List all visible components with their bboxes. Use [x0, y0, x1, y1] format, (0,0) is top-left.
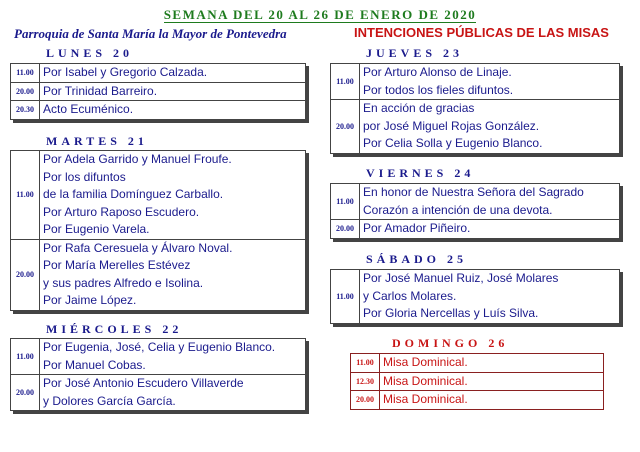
mass-time: 20.30	[11, 101, 40, 120]
intention-line: Acto Ecuménico.	[43, 102, 134, 116]
mass-time: 20.00	[11, 239, 40, 310]
intention-line: Misa Dominical.	[383, 355, 468, 369]
day-label-lunes: LUNES 20	[46, 46, 134, 60]
mass-time: 20.00	[11, 82, 40, 101]
intention-line: y sus padres Alfredo e Isolina.	[43, 275, 204, 290]
mass-intentions	[380, 372, 604, 391]
intention-line: Por Rafa Ceresuela y Álvaro Noval.	[43, 240, 233, 255]
mass-intentions	[40, 239, 306, 310]
mass-time: 20.00	[331, 220, 360, 239]
intention-line: Por Manuel Cobas.	[43, 357, 146, 372]
schedule-jueves	[330, 63, 620, 154]
mass-intentions	[360, 270, 620, 324]
week-title: SEMANA DEL 20 AL 26 DE ENERO DE 2020	[163, 7, 477, 22]
mass-intentions	[360, 220, 620, 239]
day-label-jueves: JUEVES 23	[366, 46, 464, 60]
day-label-sabado: SÁBADO 25	[366, 252, 468, 266]
mass-time: 20.00	[331, 100, 360, 154]
mass-time: 11.00	[331, 64, 360, 100]
intention-line: Por Eugenia, José, Celia y Eugenio Blanco.	[43, 340, 276, 354]
intention-line: Por Isabel y Gregorio Calzada.	[43, 65, 208, 79]
intention-line: Misa Dominical.	[383, 373, 468, 388]
mass-slot	[11, 82, 306, 101]
mass-slot	[331, 64, 620, 100]
intention-line: Por María Merelles Estévez	[43, 258, 191, 272]
intention-line: Por José Manuel Ruiz, José Molares	[363, 271, 559, 285]
mass-intentions	[40, 101, 306, 120]
mass-intentions	[40, 82, 306, 101]
intention-line: y Dolores García García.	[43, 393, 176, 408]
intention-line: En honor de Nuestra Señora del Sagrado	[363, 185, 584, 199]
mass-time: 12.30	[351, 372, 380, 391]
intention-line: Por Arturo Alonso de Linaje.	[363, 65, 512, 79]
mass-intentions	[360, 64, 620, 100]
intention-line: Por José Antonio Escudero Villaverde	[43, 376, 244, 390]
intention-line: Por Adela Garrido y Manuel Froufe.	[43, 152, 232, 166]
mass-slot	[331, 100, 620, 154]
mass-slot	[351, 372, 604, 391]
mass-time: 20.00	[351, 391, 380, 410]
mass-slot	[331, 270, 620, 324]
mass-time: 20.00	[11, 375, 40, 411]
intention-line: Por los difuntos	[43, 169, 126, 184]
intention-line: Por Arturo Raposo Escudero.	[43, 204, 200, 219]
mass-slot	[11, 239, 306, 310]
mass-time: 11.00	[331, 184, 360, 220]
intention-line: y Carlos Molares.	[363, 288, 457, 303]
day-label-viernes: VIERNES 24	[366, 166, 475, 180]
mass-slot	[351, 354, 604, 373]
mass-time: 11.00	[11, 151, 40, 240]
mass-slot	[11, 339, 306, 375]
schedule-sabado	[330, 269, 620, 324]
schedule-miercoles	[10, 338, 306, 411]
intention-line: Por Trinidad Barreiro.	[43, 83, 158, 98]
mass-slot	[11, 101, 306, 120]
intention-line: por José Miguel Rojas González.	[363, 118, 540, 133]
schedule-domingo	[350, 353, 604, 410]
mass-time: 11.00	[351, 354, 380, 373]
mass-slot	[11, 151, 306, 240]
mass-slot	[331, 220, 620, 239]
mass-slot	[331, 184, 620, 220]
mass-time: 11.00	[11, 64, 40, 83]
day-label-miercoles: MIÉRCOLES 22	[46, 322, 183, 336]
mass-intentions	[40, 151, 306, 240]
intention-line: Por Amador Piñeiro.	[363, 221, 471, 235]
intention-line: de la familia Domínguez Carballo.	[43, 187, 224, 201]
schedule-viernes	[330, 183, 620, 239]
intention-line: Por Celia Solla y Eugenio Blanco.	[363, 136, 543, 150]
mass-time: 11.00	[331, 270, 360, 324]
day-label-domingo: DOMINGO 26	[392, 336, 509, 350]
mass-intentions	[40, 64, 306, 83]
schedule-lunes	[10, 63, 306, 120]
schedule-martes	[10, 150, 306, 311]
intention-line: En acción de gracias	[363, 101, 475, 115]
mass-intentions	[360, 100, 620, 154]
intention-line: Por Eugenio Varela.	[43, 222, 150, 236]
mass-intentions	[380, 354, 604, 373]
mass-slot	[11, 64, 306, 83]
mass-intentions	[380, 391, 604, 410]
mass-intentions	[40, 339, 306, 375]
intention-line: Por Jaime López.	[43, 293, 137, 307]
intention-line: Por todos los fieles difuntos.	[363, 82, 514, 97]
intention-line: Misa Dominical.	[383, 392, 468, 406]
mass-intentions	[360, 184, 620, 220]
mass-time: 11.00	[11, 339, 40, 375]
intention-line: Corazón a intención de una devota.	[363, 202, 553, 217]
mass-slot	[11, 375, 306, 411]
day-label-martes: MARTES 21	[46, 134, 148, 148]
parish-name: Parroquia de Santa María la Mayor de Pontevedra	[14, 26, 287, 41]
mass-slot	[351, 391, 604, 410]
intention-line: Por Gloria Nercellas y Luís Silva.	[363, 306, 539, 320]
mass-intentions	[40, 375, 306, 411]
section-heading: INTENCIONES PÚBLICAS DE LAS MISAS	[354, 25, 609, 40]
